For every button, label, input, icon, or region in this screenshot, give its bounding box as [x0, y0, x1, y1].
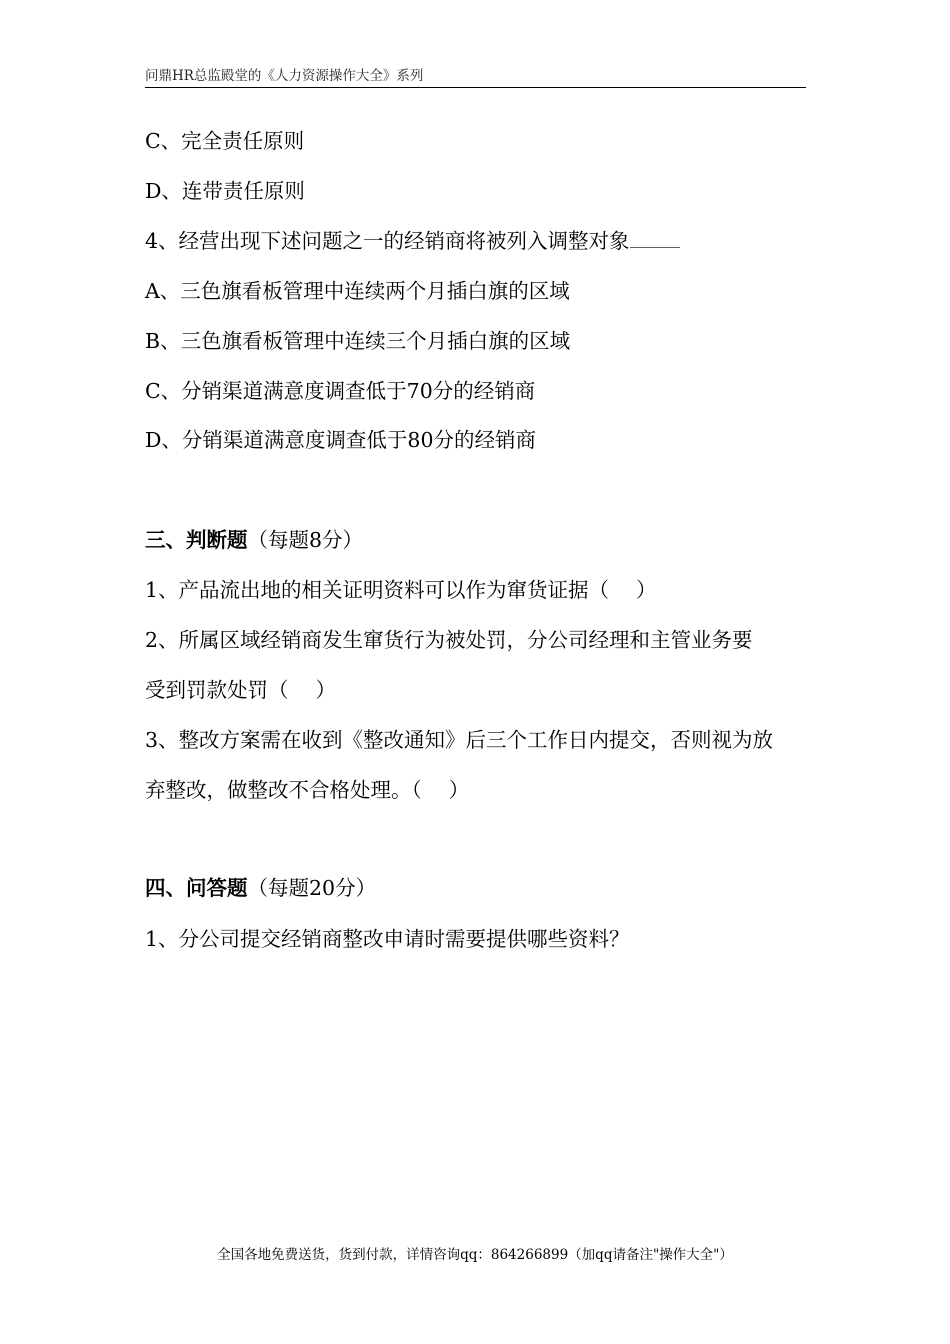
q4-question	[145, 227, 680, 255]
section3-heading	[145, 526, 363, 554]
section3-q2-line1: 2、所属区域经销商发生窜货行为被处罚，分公司经理和主管业务要	[145, 628, 753, 652]
q4-option-d: D、分销渠道满意度调查低于80分的经销商	[145, 428, 537, 452]
q3-option-c: C、完全责任原则	[145, 129, 305, 153]
q4-option-b: B、三色旗看板管理中连续三个月插白旗的区域	[145, 329, 571, 353]
page-footer	[0, 1245, 950, 1265]
footer-text: 全国各地免费送货，货到付款，详情咨询qq：864266899（加qq请备注"操作大全"）	[217, 1247, 733, 1263]
answer-blank	[630, 229, 680, 248]
section3-q2-line2: 受到罚款处罚（ ）	[145, 678, 337, 702]
section3-q3-line2: 弃整改，做整改不合格处理。（ ）	[145, 778, 470, 802]
section3-score: （每题8分）	[247, 528, 364, 552]
header-text: 问鼎HR总监殿堂的《人力资源操作大全》系列	[145, 68, 424, 84]
page-header	[145, 66, 806, 88]
q4-option-a: A、三色旗看板管理中连续两个月插白旗的区域	[145, 279, 570, 303]
section3-q1: 1、产品流出地的相关证明资料可以作为窜货证据（ ）	[145, 578, 657, 602]
section4-title: 四、问答题	[145, 876, 248, 900]
section4-q1: 1、分公司提交经销商整改申请时需要提供哪些资料？	[145, 927, 630, 951]
q4-question-text: 4、经营出现下述问题之一的经销商将被列入调整对象	[145, 229, 630, 253]
section4-heading	[145, 874, 376, 902]
q4-option-c: C、分销渠道满意度调查低于70分的经销商	[145, 379, 536, 403]
section3-q3-line1: 3、整改方案需在收到《整改通知》后三个工作日内提交，否则视为放	[145, 728, 774, 752]
section3-title: 三、判断题	[145, 528, 248, 552]
section4-score: （每题20分）	[247, 876, 377, 900]
q3-option-d: D、连带责任原则	[145, 179, 305, 203]
